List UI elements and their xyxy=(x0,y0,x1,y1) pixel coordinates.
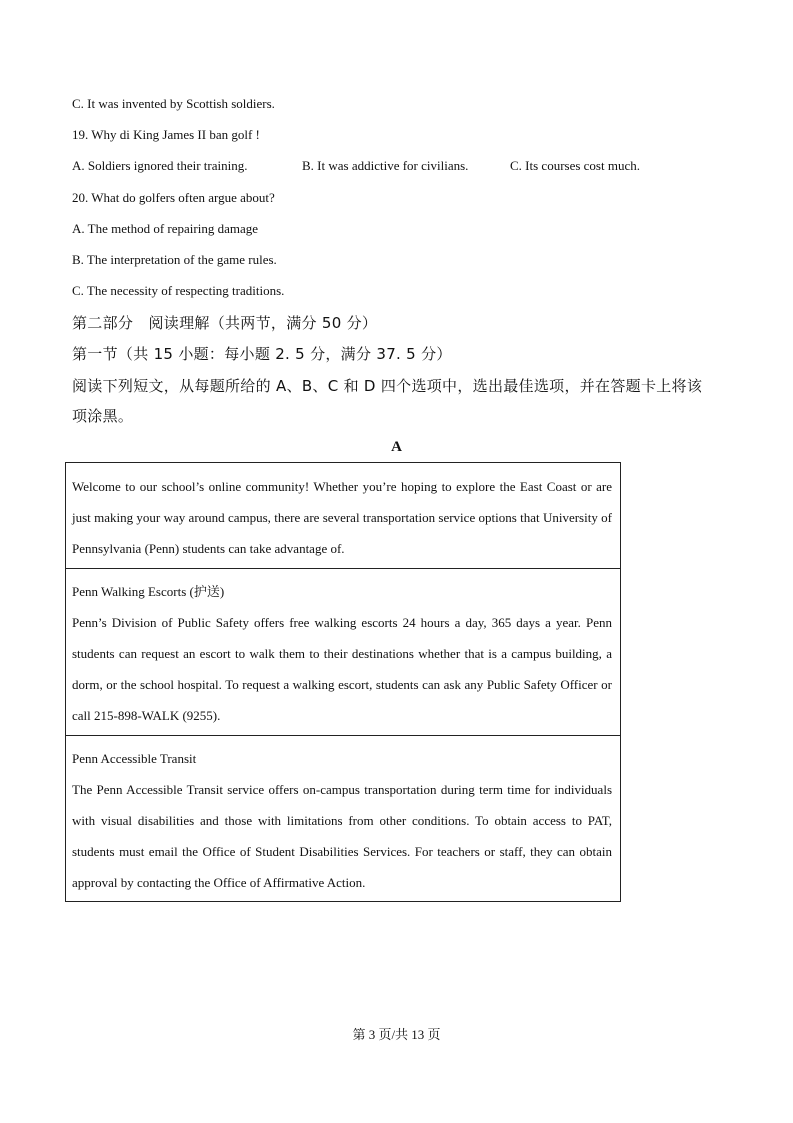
page-number: 第 3 页/共 13 页 xyxy=(352,1027,441,1042)
accessible-transit-box xyxy=(65,735,621,902)
q19-stem: 19. Why di King James II ban golf ! xyxy=(72,127,260,142)
q19-option-a: A. Soldiers ignored their training. xyxy=(72,158,248,173)
walking-escorts-body: Penn’s Division of Public Safety offers free walking escorts 24 hours a day, 365 days a year. Penn students can request an escort to walk them to their destinations whether that is a campus building, a dorm, or the school hospital. To request a walking escort, students can ask any Public Safety Officer or call 215-898-WALK (9255). xyxy=(72,615,612,723)
section-heading: 第一节（共 15 小题：每小题 2. 5 分，满分 37. 5 分） xyxy=(72,345,452,363)
q20-option-c: C. The necessity of respecting traditions. xyxy=(72,283,285,298)
accessible-transit-title: Penn Accessible Transit xyxy=(72,751,197,766)
part-heading: 第二部分 阅读理解（共两节，满分 50 分） xyxy=(72,314,378,332)
instruction-line-1: 阅读下列短文，从每题所给的 A、B、C 和 D 四个选项中，选出最佳选项，并在答题卡上将该 xyxy=(72,377,703,395)
passage-intro-box xyxy=(65,462,621,569)
accessible-transit-body: The Penn Accessible Transit service offers on-campus transportation during term time for individuals with visual disabilities and those with limitations from other conditions. To obtain access to PAT, students must email the Office of Student Disabilities Services. For teachers or staff, they can obtain approval by contacting the Office of Affirmative Action. xyxy=(72,782,612,890)
passage-intro: Welcome to our school’s online community! Whether you’re hoping to explore the East Coast or are just making your way around campus, there are several transportation service options that University of Pennsylvania (Penn) students can take advantage of. xyxy=(72,479,612,556)
q20-option-b: B. The interpretation of the game rules. xyxy=(72,252,277,267)
q18-option-c: C. It was invented by Scottish soldiers. xyxy=(72,96,275,111)
q20-option-a: A. The method of repairing damage xyxy=(72,221,259,236)
q19-option-c: C. Its courses cost much. xyxy=(510,158,640,173)
walking-escorts-title: Penn Walking Escorts (护送) xyxy=(72,584,225,599)
instruction-line-2: 项涂黑。 xyxy=(72,407,134,425)
q19-option-b: B. It was addictive for civilians. xyxy=(302,158,469,173)
walking-escorts-box xyxy=(65,568,621,736)
q20-stem: 20. What do golfers often argue about? xyxy=(72,190,275,205)
passage-letter: A xyxy=(391,439,402,455)
